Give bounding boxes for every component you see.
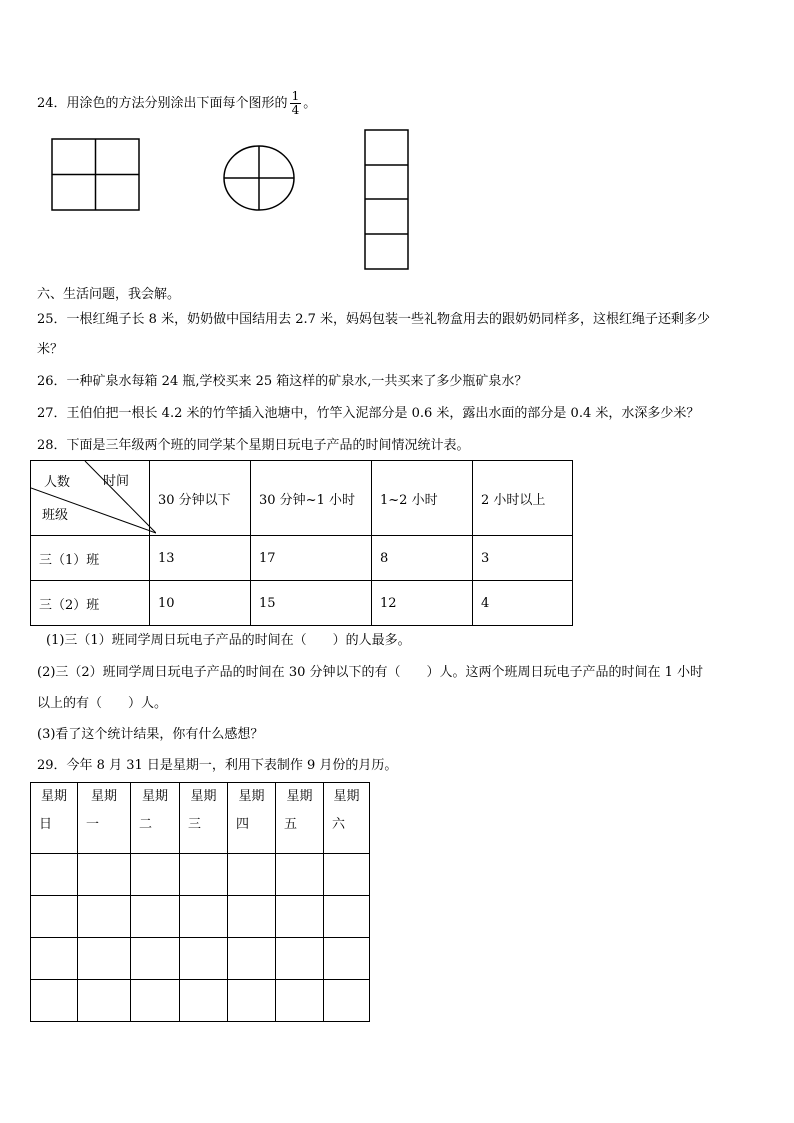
weekday-word: 星期 — [40, 789, 67, 804]
calendar-cell[interactable] — [131, 980, 180, 1022]
corner-renshu: 人数 — [44, 475, 71, 490]
calendar-cell[interactable] — [276, 938, 324, 980]
calendar-cell[interactable] — [324, 896, 370, 938]
q28-sub1: (1)三（1）班同学周日玩电子产品的时间在（ ）的人最多。 — [46, 633, 411, 648]
table-cell: 4 — [473, 581, 573, 626]
weekday-header-row — [31, 783, 370, 854]
calendar-cell[interactable] — [228, 980, 276, 1022]
rectangle-shape[interactable] — [51, 138, 141, 212]
weekday-header-cell — [180, 783, 228, 854]
calendar-cell[interactable] — [324, 938, 370, 980]
weekday-day: 四 — [236, 817, 250, 832]
calendar-cell[interactable] — [276, 854, 324, 896]
q25-line2: 米？ — [37, 342, 64, 357]
calendar-cell[interactable] — [180, 896, 228, 938]
weekday-day: 日 — [39, 817, 53, 832]
section-heading: 六、生活问题，我会解。 — [37, 287, 181, 302]
table-cell: 12 — [372, 581, 473, 626]
calendar-table — [30, 782, 370, 1022]
q24-prompt: 用涂色的方法分别涂出下面每个图形的 — [66, 96, 288, 111]
q26-text: 26．一种矿泉水每箱 24 瓶,学校买来 25 箱这样的矿泉水,一共买来了多少瓶矿泉水？ — [37, 374, 528, 389]
calendar-cell[interactable] — [324, 980, 370, 1022]
weekday-day: 六 — [332, 817, 346, 832]
calendar-cell[interactable] — [228, 938, 276, 980]
table-header-cell: 1~2 小时 — [372, 461, 473, 536]
corner-shijian: 时间 — [103, 474, 130, 489]
diagonal-header-cell — [31, 461, 150, 536]
weekday-day: 二 — [139, 817, 153, 832]
table-header-cell: 2 小时以上 — [473, 461, 573, 536]
q28-sub2-line1: (2)三（2）班同学周日玩电子产品的时间在 30 分钟以下的有（ ）人。这两个班周日玩电子产品的时间在 1 小时 — [37, 665, 704, 680]
q24-text — [37, 90, 316, 117]
weekday-header-cell — [228, 783, 276, 854]
weekday-day: 五 — [284, 817, 298, 832]
row-label: 三（2）班 — [31, 581, 150, 626]
table-cell: 15 — [251, 581, 372, 626]
table-header-cell: 30 分钟以下 — [150, 461, 251, 536]
q24-period: 。 — [303, 96, 317, 111]
q29-title: 29．今年 8 月 31 日是星期一，利用下表制作 9 月份的月历。 — [37, 758, 398, 773]
q25-line1: 25．一根红绳子长 8 米，奶奶做中国结用去 2.7 米，妈妈包装一些礼物盒用去的跟奶奶同样多，这根红绳子还剩多少 — [37, 312, 711, 327]
weekday-word: 星期 — [238, 789, 265, 804]
calendar-cell[interactable] — [131, 896, 180, 938]
calendar-row — [31, 938, 370, 980]
table-cell: 13 — [150, 536, 251, 581]
fraction-denominator: 4 — [291, 103, 300, 117]
table-cell: 8 — [372, 536, 473, 581]
weekday-day: 三 — [188, 817, 202, 832]
calendar-cell[interactable] — [78, 854, 131, 896]
calendar-cell[interactable] — [180, 938, 228, 980]
weekday-word: 星期 — [190, 789, 217, 804]
weekday-word: 星期 — [333, 789, 360, 804]
table-header-row — [31, 461, 573, 536]
weekday-header-cell — [324, 783, 370, 854]
corner-banji: 班级 — [42, 508, 69, 523]
one-quarter-fraction — [290, 90, 302, 117]
table-row — [31, 581, 573, 626]
calendar-cell[interactable] — [131, 938, 180, 980]
weekday-header-cell — [131, 783, 180, 854]
calendar-row — [31, 980, 370, 1022]
column-rectangle-shape[interactable] — [364, 129, 410, 271]
calendar-cell[interactable] — [78, 980, 131, 1022]
fraction-numerator: 1 — [291, 89, 300, 103]
q28-sub3: (3)看了这个统计结果，你有什么感想？ — [37, 727, 264, 742]
weekday-word: 星期 — [90, 789, 117, 804]
table-cell: 3 — [473, 536, 573, 581]
table-row — [31, 536, 573, 581]
stats-table — [30, 460, 573, 626]
table-header-cell: 30 分钟~1 小时 — [251, 461, 372, 536]
weekday-day: 一 — [86, 817, 100, 832]
calendar-cell[interactable] — [228, 896, 276, 938]
calendar-cell[interactable] — [276, 896, 324, 938]
calendar-cell[interactable] — [131, 854, 180, 896]
calendar-cell[interactable] — [31, 896, 78, 938]
q28-title: 28．下面是三年级两个班的同学某个星期日玩电子产品的时间情况统计表。 — [37, 438, 470, 453]
calendar-cell[interactable] — [78, 938, 131, 980]
table-cell: 17 — [251, 536, 372, 581]
calendar-cell[interactable] — [180, 980, 228, 1022]
weekday-header-cell — [78, 783, 131, 854]
calendar-cell[interactable] — [78, 896, 131, 938]
calendar-row — [31, 896, 370, 938]
calendar-cell[interactable] — [31, 938, 78, 980]
weekday-header-cell — [31, 783, 78, 854]
calendar-cell[interactable] — [31, 980, 78, 1022]
calendar-cell[interactable] — [276, 980, 324, 1022]
weekday-word: 星期 — [286, 789, 313, 804]
calendar-cell[interactable] — [228, 854, 276, 896]
weekday-word: 星期 — [141, 789, 168, 804]
q24-number: 24． — [37, 96, 67, 111]
table-cell: 10 — [150, 581, 251, 626]
circle-shape[interactable] — [222, 144, 296, 212]
row-label: 三（1）班 — [31, 536, 150, 581]
calendar-row — [31, 854, 370, 896]
calendar-cell[interactable] — [180, 854, 228, 896]
weekday-header-cell — [276, 783, 324, 854]
calendar-cell[interactable] — [324, 854, 370, 896]
q27-text: 27．王伯伯把一根长 4.2 米的竹竿插入池塘中，竹竿入泥部分是 0.6 米，露出水面的部分是 0.4 米，水深多少米？ — [37, 406, 700, 421]
calendar-cell[interactable] — [31, 854, 78, 896]
q28-sub2-line2: 以上的有（ ）人。 — [37, 696, 168, 711]
